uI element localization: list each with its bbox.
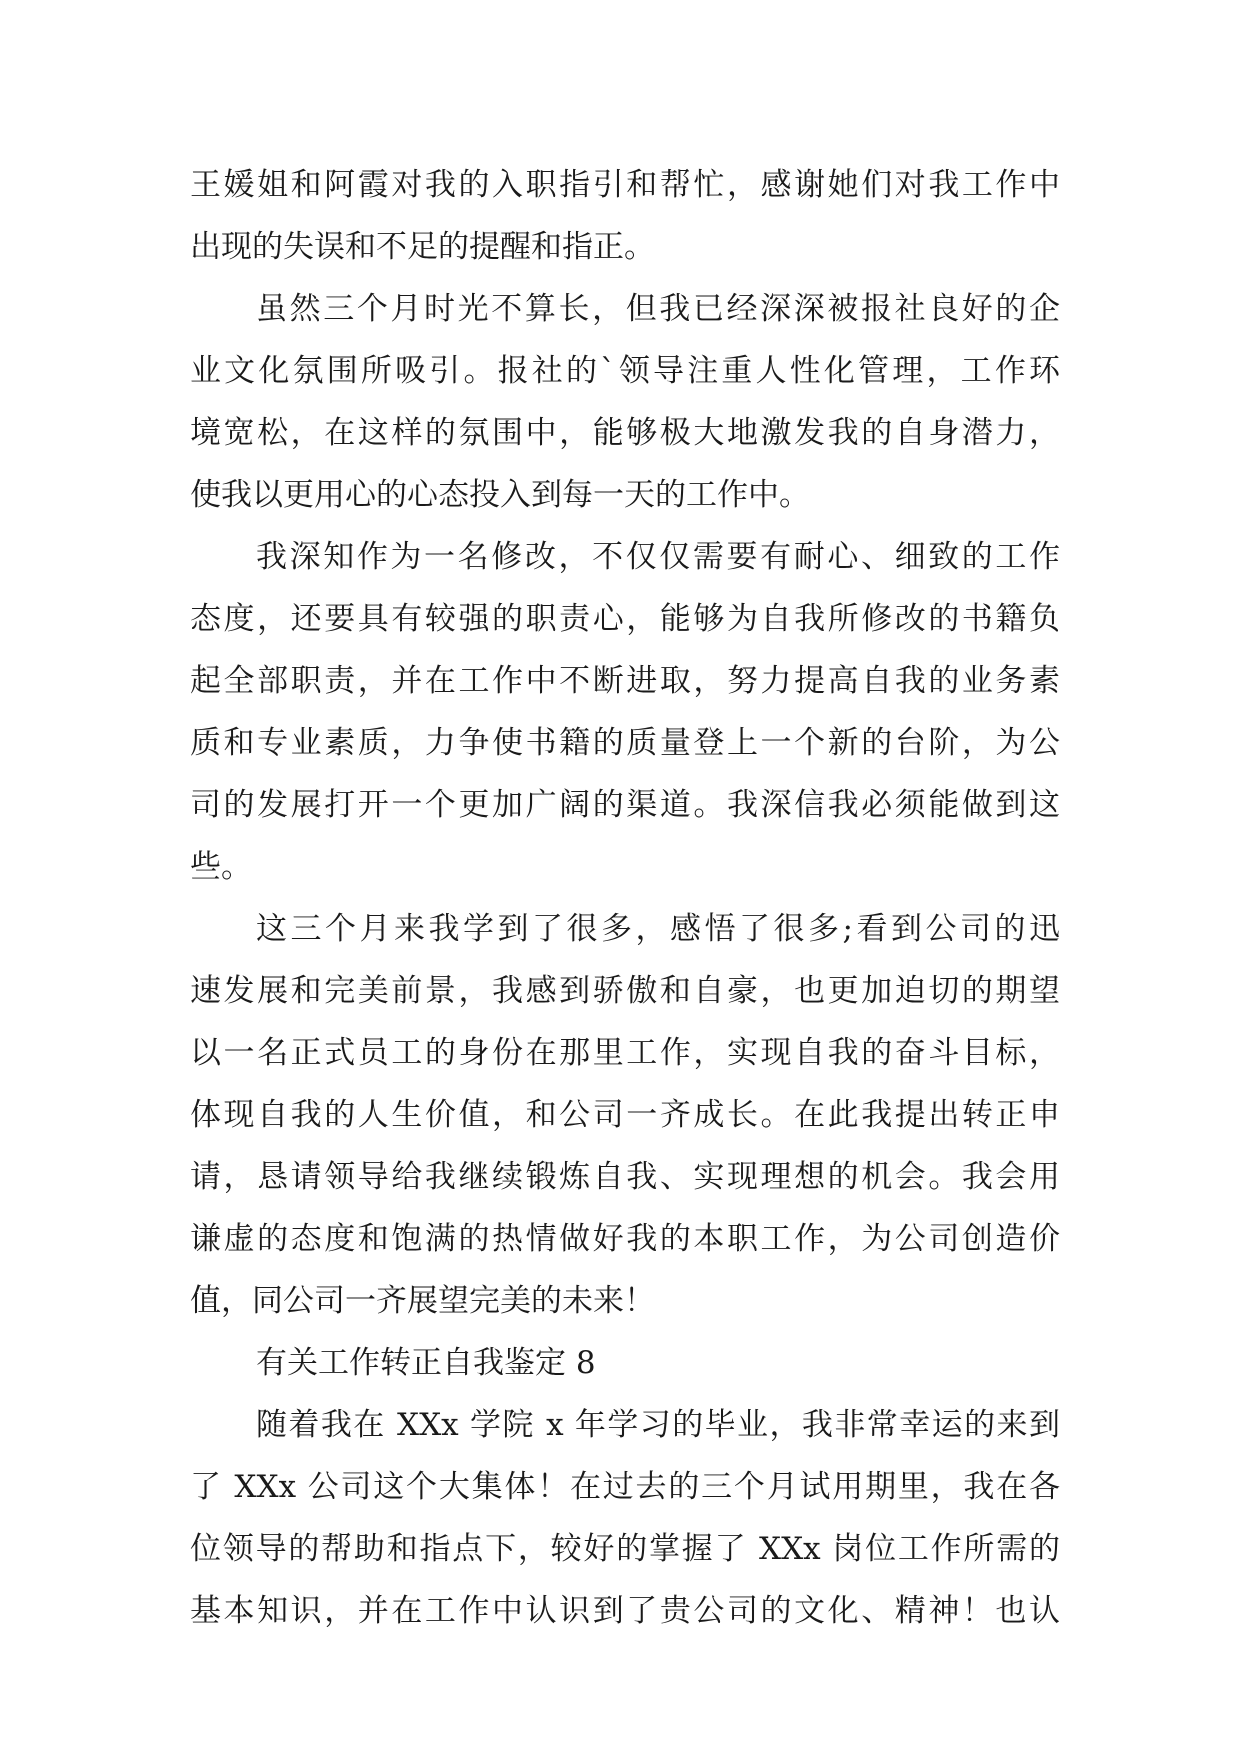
text-line: 有关工作转正自我鉴定 8 [256,1345,596,1381]
text-line: 出现的失误和不足的提醒和指正。 [190,229,655,265]
document-body [190,154,1060,1642]
text-line: 值，同公司一齐展望完美的未来！ [190,1283,655,1319]
text-line: 司的发展打开一个更加广阔的渠道。我深信我必须能做到这 [190,787,1060,823]
text-line: 随着我在 XXx 学院 x 年学习的毕业，我非常幸运的来到 [256,1407,1060,1443]
text-line: 些。 [190,849,252,885]
text-line: 业文化氛围所吸引。报社的`领导注重人性化管理，工作环 [190,353,1060,389]
text-line: 请，恳请领导给我继续锻炼自我、实现理想的机会。我会用 [190,1159,1060,1195]
text-line: 速发展和完美前景，我感到骄傲和自豪，也更加迫切的期望 [190,973,1060,1009]
text-line: 了 XXx 公司这个大集体！在过去的三个月试用期里，我在各 [190,1469,1060,1505]
text-line: 谦虚的态度和饱满的热情做好我的本职工作，为公司创造价 [190,1221,1060,1257]
text-line: 态度，还要具有较强的职责心，能够为自我所修改的书籍负 [190,601,1060,637]
text-line: 基本知识，并在工作中认识到了贵公司的文化、精神！也认 [190,1593,1060,1629]
text-line: 位领导的帮助和指点下，较好的掌握了 XXx 岗位工作所需的 [190,1531,1060,1567]
text-line: 虽然三个月时光不算长，但我已经深深被报社良好的企 [256,291,1060,327]
text-line: 体现自我的人生价值，和公司一齐成长。在此我提出转正申 [190,1097,1060,1133]
text-line: 境宽松，在这样的氛围中，能够极大地激发我的自身潜力， [190,415,1060,451]
text-line: 使我以更用心的心态投入到每一天的工作中。 [190,477,810,513]
text-line: 王媛姐和阿霞对我的入职指引和帮忙，感谢她们对我工作中 [190,167,1060,203]
text-line: 我深知作为一名修改，不仅仅需要有耐心、细致的工作 [256,539,1060,575]
text-line: 这三个月来我学到了很多，感悟了很多;看到公司的迅 [256,911,1060,947]
text-line: 起全部职责，并在工作中不断进取，努力提高自我的业务素 [190,663,1060,699]
text-line: 以一名正式员工的身份在那里工作，实现自我的奋斗目标， [190,1035,1060,1071]
text-line: 质和专业素质，力争使书籍的质量登上一个新的台阶，为公 [190,725,1060,761]
